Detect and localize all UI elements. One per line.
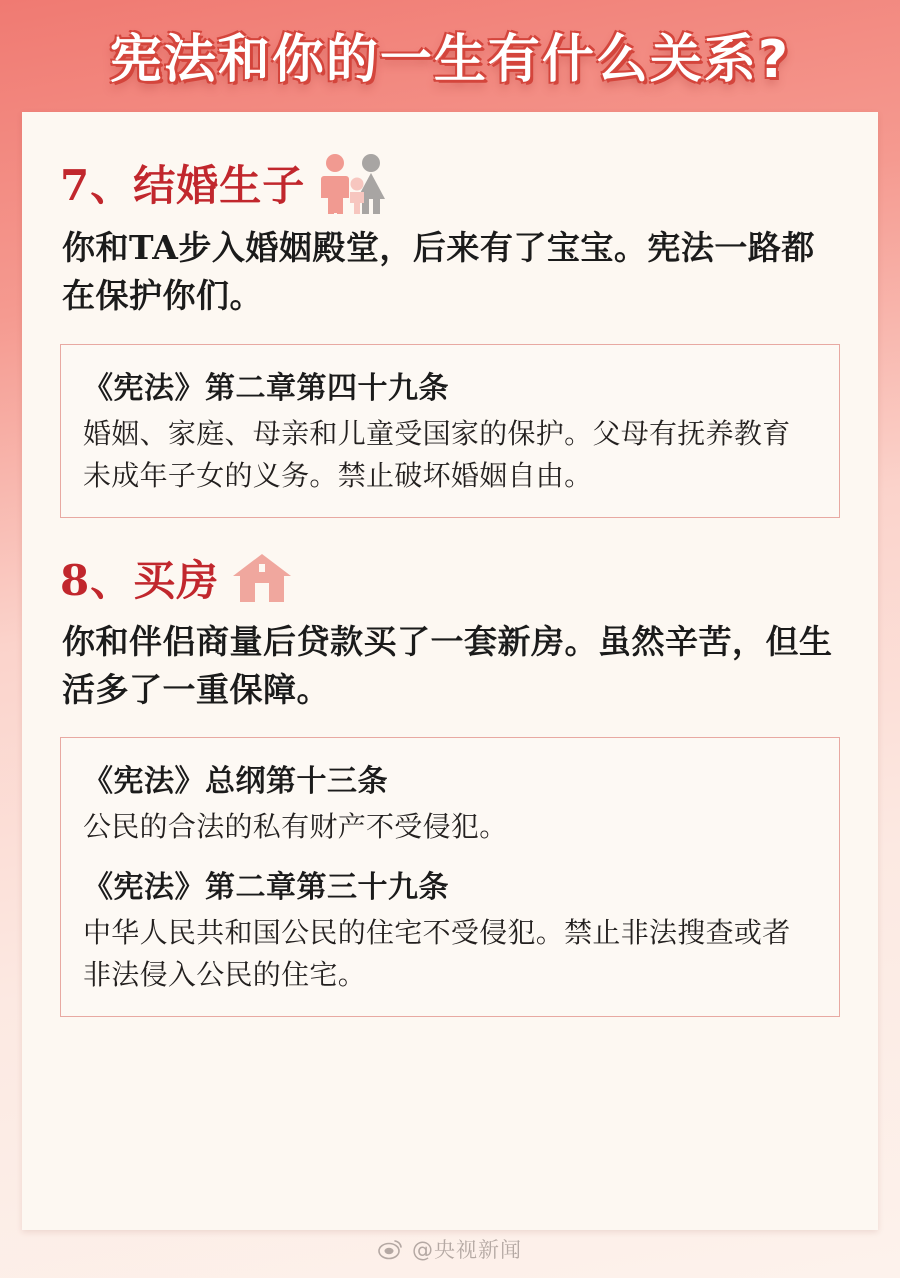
- quote-box: [60, 344, 840, 518]
- section-heading-row: [60, 548, 840, 608]
- poster-header: [0, 0, 900, 108]
- section-heading: 7、结婚生子: [60, 161, 306, 210]
- content-card: [22, 112, 878, 1230]
- quote-title: 《宪法》第二章第三十九条: [83, 870, 449, 906]
- section-heading-row: [60, 152, 840, 214]
- family-parents-child-icon: [317, 152, 393, 214]
- section-body: 你和TA步入婚姻殿堂，后来有了宝宝。宪法一路都在保护你们。: [62, 228, 815, 315]
- quote-box: [60, 737, 840, 1017]
- quote-title: 《宪法》总纲第十三条: [83, 764, 388, 800]
- section-heading: 8、买房: [60, 555, 220, 605]
- section-marriage: [60, 152, 840, 518]
- section-buy-house: [60, 548, 840, 1018]
- weibo-icon: [378, 1238, 404, 1260]
- footer-watermark: [0, 1234, 900, 1264]
- quote-text: 中华人民共和国公民的住宅不受侵犯。禁止非法搜查或者非法侵入公民的住宅。: [83, 916, 791, 992]
- section-body: 你和伴侣商量后贷款买了一套新房。虽然辛苦，但生活多了一重保障。: [62, 621, 833, 709]
- footer-account: @央视新闻: [412, 1238, 522, 1262]
- house-icon: [231, 550, 293, 606]
- quote-title: 《宪法》第二章第四十九条: [83, 370, 449, 406]
- quote-text: 公民的合法的私有财产不受侵犯。: [83, 810, 508, 844]
- page-title: 宪法和你的一生有什么关系?: [109, 29, 791, 90]
- quote-text: 婚姻、家庭、母亲和儿童受国家的保护。父母有抚养教育未成年子女的义务。禁止破坏婚姻自由。: [83, 416, 791, 492]
